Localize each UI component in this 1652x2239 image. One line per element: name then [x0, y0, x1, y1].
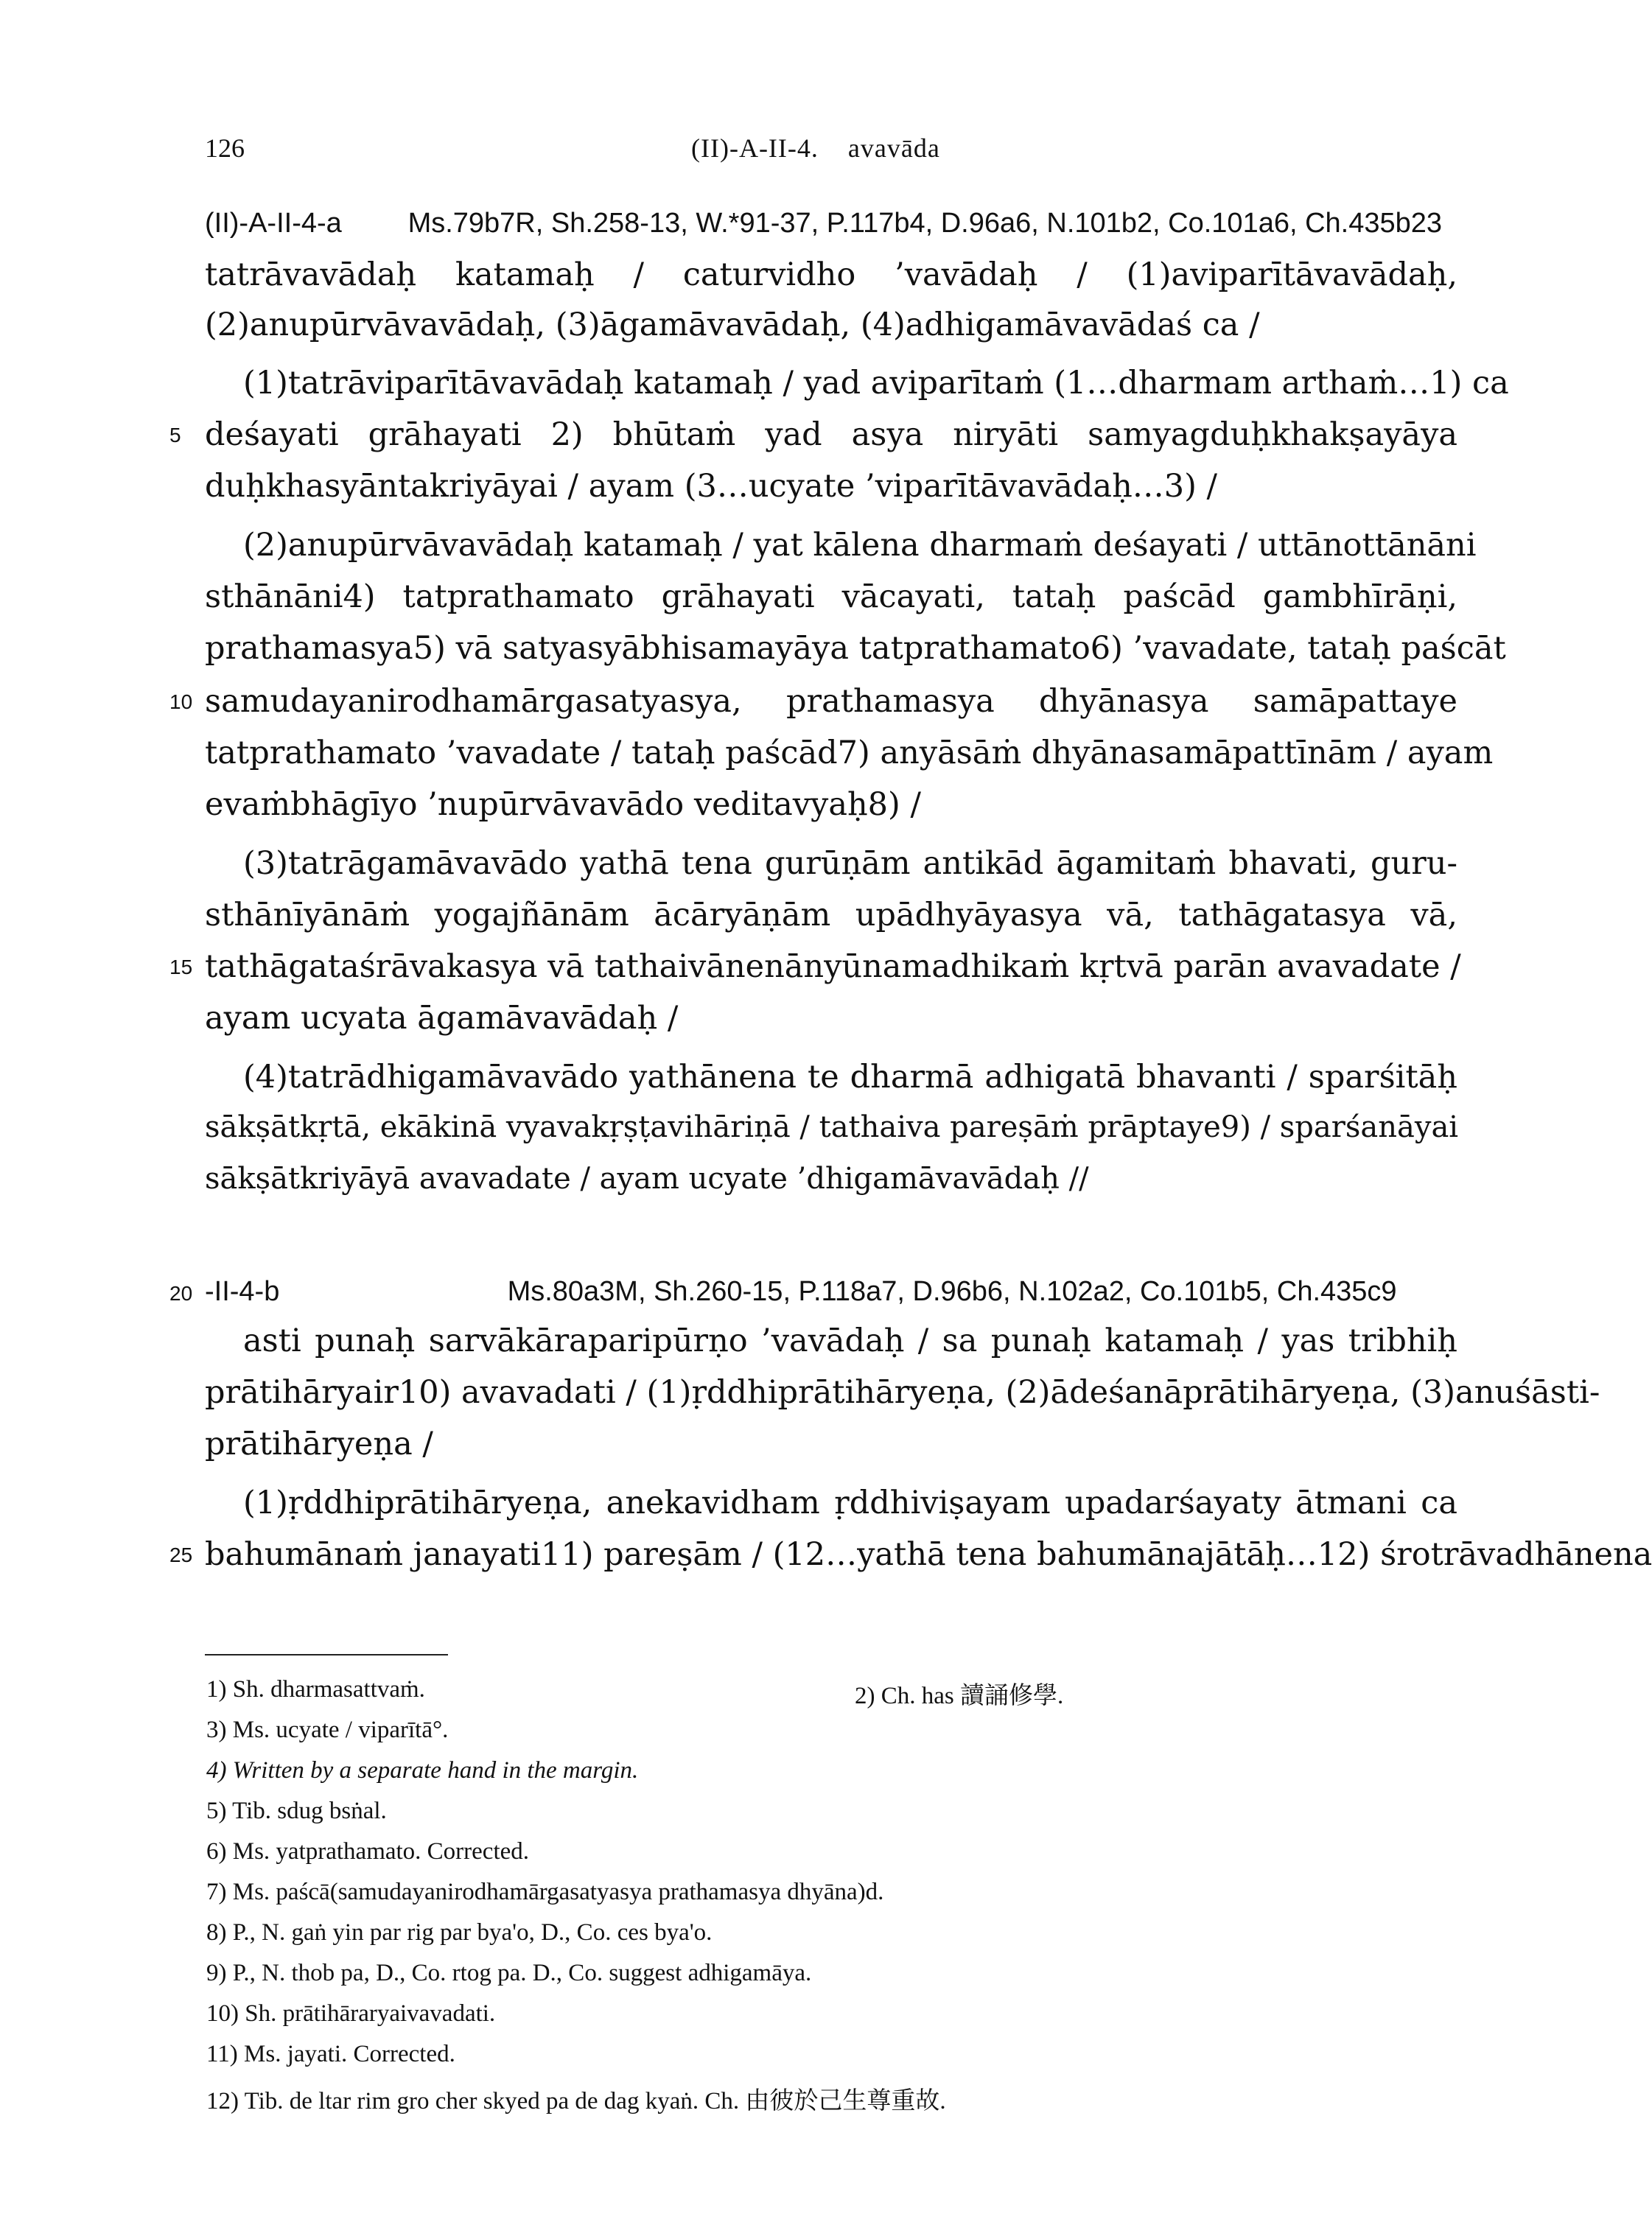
section-a-refs: Ms.79b7R, Sh.258-13, W.*91-37, P.117b4, D.96a6, N.101b2, Co.101a6, Ch.435b23	[407, 208, 1443, 239]
text-line-12: (3)tatrāgamāvavādo yathā tena gurūṇām antikād āgamitaṁ bhavati, guru-	[243, 845, 1457, 882]
page-number: 126	[205, 133, 245, 163]
text-line-10: tatprathamato ’vavadate / tataḥ paścād7) anyāsāṁ dhyānasamāpattīnām / ayam	[205, 735, 1494, 771]
footnote-9: 9) P., N. thob pa, D., Co. rtog pa. D., Co. suggest adhigamāya.	[206, 1960, 812, 1986]
text-line-b3: prātihāryeṇa /	[205, 1426, 433, 1462]
section-b-id: -II-4-b	[205, 1276, 280, 1307]
footnote-8: 8) P., N. gaṅ yin par rig par bya'o, D., Co. ces bya'o.	[206, 1919, 713, 1946]
text-line-6: (2)anupūrvāvavādaḥ katamaḥ / yat kālena dharmaṁ deśayati / uttānottānāni	[243, 527, 1477, 564]
page-header	[205, 133, 1443, 177]
section-a-id: (II)-A-II-4-a	[205, 208, 342, 239]
text-line-3: (1)tatrāviparītāvavādaḥ katamaḥ / yad aviparītaṁ (1…dharmam arthaṁ…1) ca	[243, 365, 1509, 402]
section-a-heading	[205, 208, 1457, 239]
text-line-17: sākṣātkṛtā, ekākinā vyavakṛṣṭavihāriṇā / tathaiva pareṣāṁ prāptaye9) / sparśanāyai	[205, 1110, 1459, 1144]
footnote-10: 10) Sh. prātihāraryaivavadati.	[206, 2000, 496, 2027]
text-line-1: tatrāvavādaḥ katamaḥ / caturvidho ’vavādaḥ / (1)aviparītāvavādaḥ,	[205, 256, 1457, 293]
footnote-5: 5) Tib. sdug bsṅal.	[206, 1798, 387, 1824]
line-number-10: 10	[169, 690, 193, 713]
text-line-11: evaṁbhāgīyo ’nupūrvāvavādo veditavyaḥ8) /	[205, 786, 921, 823]
line-number-5: 5	[169, 424, 181, 446]
text-line-13: sthānīyānāṁ yogajñānām ācāryāṇām upādhyāyasya vā, tathāgatasya vā,	[205, 897, 1457, 933]
text-line-18: sākṣātkriyāyā avavadate / ayam ucyate ’dhigamāvavādaḥ //	[205, 1162, 1089, 1196]
text-line-7: sthānāni4) tatprathamato grāhayati vācayati, tataḥ paścād gambhīrāṇi,	[205, 578, 1457, 615]
text-line-14: tathāgataśrāvakasya vā tathaivānenānyūnamadhikaṁ kṛtvā parān avavadate /	[205, 948, 1461, 985]
footnote-4: 4) Written by a separate hand in the margin.	[206, 1757, 639, 1784]
text-line-b2: prātihāryair10) avavadati / (1)ṛddhiprātihāryeṇa, (2)ādeśanāprātihāryeṇa, (3)anuśāsti-	[205, 1374, 1600, 1411]
footnote-7: 7) Ms. paścā(samudayanirodhamārgasatyasya prathamasya dhyāna)d.	[206, 1879, 884, 1905]
text-line-5: duḥkhasyāntakriyāyai / ayam (3…ucyate ’viparītāvavādaḥ…3) /	[205, 468, 1218, 505]
line-number-15: 15	[169, 956, 193, 978]
text-line-2: (2)anupūrvāvavādaḥ, (3)āgamāvavādaḥ, (4)adhigamāvavādaś ca /	[205, 306, 1260, 343]
text-line-b1: asti punaḥ sarvākāraparipūrṇo ’vavādaḥ / sa punaḥ katamaḥ / yas tribhiḥ	[243, 1322, 1457, 1359]
line-number-25: 25	[169, 1544, 193, 1566]
footnote-3: 3) Ms. ucyate / viparītā°.	[206, 1717, 449, 1743]
footnote-1: 1) Sh. dharmasattvaṁ.	[206, 1676, 425, 1703]
footnote-divider	[205, 1654, 448, 1655]
footnote-2: 2) Ch. has 讀誦修學.	[855, 1683, 1064, 1709]
text-line-16: (4)tatrādhigamāvavādo yathānena te dharmā adhigatā bhavanti / sparśitāḥ	[243, 1059, 1457, 1096]
running-title: (II)-A-II-4. avavāda	[691, 133, 940, 163]
footnote-12: 12) Tib. de ltar rim gro cher skyed pa de dag kyaṅ. Ch. 由彼於己生尊重故.	[206, 2088, 946, 2114]
text-line-15: ayam ucyata āgamāvavādaḥ /	[205, 1000, 679, 1037]
text-line-8: prathamasya5) vā satyasyābhisamayāya tatprathamato6) ’vavadate, tataḥ paścāt	[205, 630, 1506, 667]
footnote-6: 6) Ms. yatprathamato. Corrected.	[206, 1838, 530, 1865]
line-number-20: 20	[169, 1282, 193, 1305]
text-line-b4: (1)ṛddhiprātihāryeṇa, anekavidham ṛddhiviṣayam upadarśayaty ātmani ca	[243, 1485, 1457, 1521]
text-line-b5: bahumānaṁ janayati11) pareṣām / (12…yathā tena bahumānajātāḥ…12) śrotrāvadhānena	[205, 1536, 1652, 1573]
footnote-11: 11) Ms. jayati. Corrected.	[206, 2041, 455, 2067]
section-b-heading	[205, 1276, 1457, 1308]
text-line-4: deśayati grāhayati 2) bhūtaṁ yad asya niryāti samyagduḥkhakṣayāya	[205, 416, 1457, 453]
text-line-9: samudayanirodhamārgasatyasya, prathamasya dhyānasya samāpattaye	[205, 683, 1457, 720]
section-b-refs: Ms.80a3M, Sh.260-15, P.118a7, D.96b6, N.102a2, Co.101b5, Ch.435c9	[507, 1276, 1397, 1307]
